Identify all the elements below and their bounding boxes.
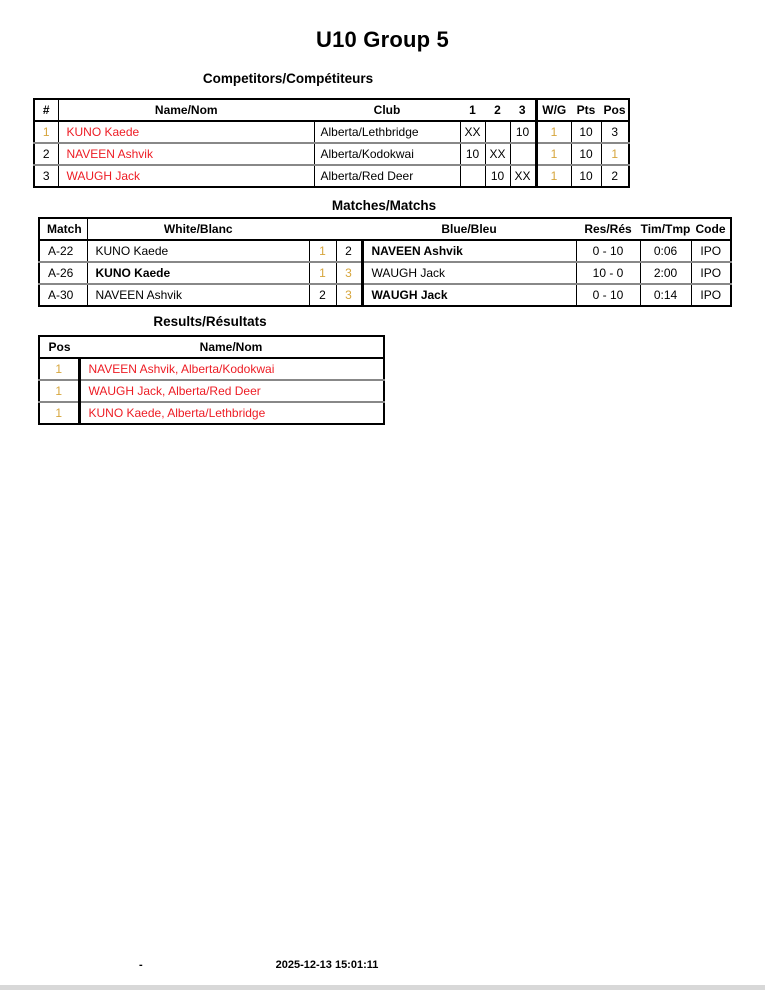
col-header-match: Match (39, 218, 87, 240)
points-cell: 10 (571, 143, 601, 165)
matches-heading: Matches/Matchs (331, 198, 437, 213)
col-header-blue: Blue/Bleu (362, 218, 576, 240)
white-name-cell: NAVEEN Ashvik (87, 284, 309, 306)
blue-number-cell: 3 (336, 284, 362, 306)
blue-name-cell: WAUGH Jack (362, 262, 576, 284)
white-number-cell: 2 (309, 284, 336, 306)
competitor-name-cell: KUNO Kaede (58, 121, 314, 143)
competitor-row (34, 143, 629, 165)
match-id-cell: A-26 (39, 262, 87, 284)
grid-cell (510, 143, 536, 165)
results-heading: Results/Résultats (153, 314, 267, 329)
result-cell: 10 - 0 (576, 262, 640, 284)
matches-table (38, 217, 732, 307)
position-cell: 3 (601, 121, 629, 143)
club-cell: Alberta/Kodokwai (314, 143, 460, 165)
bottom-edge-strip (0, 985, 765, 990)
white-number-cell: 1 (309, 262, 336, 284)
position-cell: 2 (601, 165, 629, 187)
competitor-row (34, 165, 629, 187)
col-header-wg: W/G (536, 99, 571, 121)
match-id-cell: A-22 (39, 240, 87, 262)
results-table (38, 335, 385, 425)
points-cell: 10 (571, 121, 601, 143)
result-position-cell: 1 (39, 358, 79, 380)
results-header-row (39, 336, 384, 358)
grid-cell: XX (460, 121, 485, 143)
grid-cell (485, 121, 510, 143)
col-header-club: Club (314, 99, 460, 121)
row-number-cell: 2 (34, 143, 58, 165)
match-row (39, 284, 731, 306)
result-row (39, 402, 384, 424)
result-name-cell: KUNO Kaede, Alberta/Lethbridge (79, 402, 384, 424)
result-cell: 0 - 10 (576, 240, 640, 262)
club-cell: Alberta/Red Deer (314, 165, 460, 187)
result-position-cell: 1 (39, 380, 79, 402)
col-header-pos: Pos (39, 336, 79, 358)
blue-name-cell: NAVEEN Ashvik (362, 240, 576, 262)
grid-cell (460, 165, 485, 187)
competitors-heading: Competitors/Compétiteurs (202, 71, 374, 86)
result-row (39, 358, 384, 380)
code-cell: IPO (691, 284, 731, 306)
grid-cell: XX (510, 165, 536, 187)
col-header-spacer (336, 218, 362, 240)
blue-number-cell: 3 (336, 262, 362, 284)
result-position-cell: 1 (39, 402, 79, 424)
wins-cell: 1 (536, 165, 571, 187)
position-cell: 1 (601, 143, 629, 165)
col-header-3: 3 (510, 99, 536, 121)
grid-cell: 10 (460, 143, 485, 165)
result-name-cell: NAVEEN Ashvik, Alberta/Kodokwai (79, 358, 384, 380)
time-cell: 0:14 (640, 284, 691, 306)
blue-number-cell: 2 (336, 240, 362, 262)
result-name-cell: WAUGH Jack, Alberta/Red Deer (79, 380, 384, 402)
competitor-name-cell: WAUGH Jack (58, 165, 314, 187)
white-name-cell: KUNO Kaede (87, 240, 309, 262)
competitors-header-row (34, 99, 629, 121)
white-number-cell: 1 (309, 240, 336, 262)
club-cell: Alberta/Lethbridge (314, 121, 460, 143)
competitor-row (34, 121, 629, 143)
result-row (39, 380, 384, 402)
page-title: U10 Group 5 (315, 27, 449, 52)
wins-cell: 1 (536, 143, 571, 165)
competitor-name-cell: NAVEEN Ashvik (58, 143, 314, 165)
grid-cell: 10 (485, 165, 510, 187)
col-header-2: 2 (485, 99, 510, 121)
points-cell: 10 (571, 165, 601, 187)
blue-name-cell: WAUGH Jack (362, 284, 576, 306)
col-header-white: White/Blanc (87, 218, 309, 240)
col-header-pos: Pos (601, 99, 629, 121)
white-name-cell: KUNO Kaede (87, 262, 309, 284)
grid-cell: XX (485, 143, 510, 165)
grid-cell: 10 (510, 121, 536, 143)
footer-timestamp: 2025-12-13 15:01:11 (275, 959, 379, 971)
col-header-num: # (34, 99, 58, 121)
row-number-cell: 1 (34, 121, 58, 143)
col-header-pts: Pts (571, 99, 601, 121)
col-header-name: Name/Nom (79, 336, 384, 358)
match-id-cell: A-30 (39, 284, 87, 306)
col-header-name: Name/Nom (58, 99, 314, 121)
time-cell: 2:00 (640, 262, 691, 284)
competitors-table (33, 98, 630, 188)
row-number-cell: 3 (34, 165, 58, 187)
col-header-tim: Tim/Tmp (640, 218, 691, 240)
matches-header-row (39, 218, 731, 240)
col-header-code: Code (691, 218, 731, 240)
time-cell: 0:06 (640, 240, 691, 262)
code-cell: IPO (691, 240, 731, 262)
col-header-res: Res/Rés (576, 218, 640, 240)
wins-cell: 1 (536, 121, 571, 143)
code-cell: IPO (691, 262, 731, 284)
result-cell: 0 - 10 (576, 284, 640, 306)
col-header-spacer (309, 218, 336, 240)
col-header-1: 1 (460, 99, 485, 121)
footer-page-marker: - (139, 959, 143, 971)
match-row (39, 262, 731, 284)
match-row (39, 240, 731, 262)
